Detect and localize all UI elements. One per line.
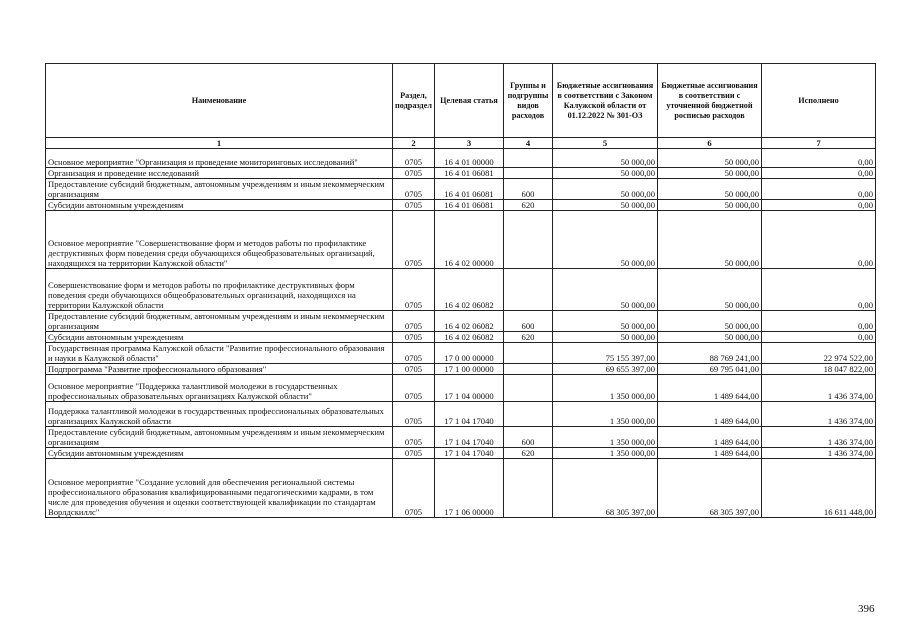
row-name-cell: Поддержка талантливой молодежи в государственных профессиональных образовательных организациях Калужской области [46, 402, 393, 427]
row-section-cell: 0705 [393, 168, 435, 179]
row-name-cell: Совершенствование форм и методов работы по профилактике деструктивных форм поведения среди обучающихся общеобразовательных организаций, находящихся на территории Калужской области [46, 269, 393, 311]
row-section-cell: 0705 [393, 448, 435, 459]
table-row [46, 311, 876, 332]
row-executed-cell: 0,00 [762, 179, 876, 200]
table-row [46, 448, 876, 459]
row-law-cell: 1 350 000,00 [553, 448, 658, 459]
table-row [46, 211, 876, 269]
row-target-cell: 16 4 01 06081 [435, 168, 504, 179]
row-name-cell: Основное мероприятие "Создание условий для обеспечения региональной системы профессионального образования квалифицированными педагогическими кадрами, в том числе для проведения обучения и оценки соответствующей квалификации по стандартам Ворлдскиллс" [46, 459, 393, 518]
row-revised-cell: 1 489 644,00 [658, 402, 762, 427]
row-law-cell: 50 000,00 [553, 149, 658, 168]
row-group-cell [504, 211, 553, 269]
row-group-cell [504, 149, 553, 168]
row-name-cell: Организация и проведение исследований [46, 168, 393, 179]
header-row [46, 64, 876, 138]
column-number: 4 [504, 138, 553, 149]
budget-table [45, 63, 876, 518]
page-number: 396 [858, 603, 875, 615]
row-name-cell: Государственная программа Калужской области "Развитие профессионального образования и науки в Калужской области" [46, 343, 393, 364]
row-revised-cell: 1 489 644,00 [658, 375, 762, 402]
row-section-cell: 0705 [393, 332, 435, 343]
header-target: Целевая статья [435, 64, 504, 138]
row-section-cell: 0705 [393, 402, 435, 427]
column-number: 5 [553, 138, 658, 149]
table-row [46, 200, 876, 211]
row-name-cell: Субсидии автономным учреждениям [46, 448, 393, 459]
row-law-cell: 69 655 397,00 [553, 364, 658, 375]
row-executed-cell: 0,00 [762, 168, 876, 179]
row-executed-cell: 22 974 522,00 [762, 343, 876, 364]
header-law: Бюджетные ассигнования в соответствии с Законом Калужской области от 01.12.2022 № 301-ОЗ [553, 64, 658, 138]
row-group-cell: 600 [504, 179, 553, 200]
row-executed-cell: 1 436 374,00 [762, 427, 876, 448]
table-row [46, 402, 876, 427]
table-row [46, 168, 876, 179]
row-executed-cell: 0,00 [762, 269, 876, 311]
row-target-cell: 16 4 02 00000 [435, 211, 504, 269]
row-revised-cell: 50 000,00 [658, 200, 762, 211]
row-target-cell: 16 4 01 00000 [435, 149, 504, 168]
row-group-cell: 600 [504, 311, 553, 332]
row-executed-cell: 18 047 822,00 [762, 364, 876, 375]
row-executed-cell: 1 436 374,00 [762, 448, 876, 459]
row-group-cell [504, 402, 553, 427]
header-executed: Исполнено [762, 64, 876, 138]
header-section: Раздел, подраздел [393, 64, 435, 138]
row-target-cell: 16 4 02 06082 [435, 269, 504, 311]
row-law-cell: 68 305 397,00 [553, 459, 658, 518]
column-number-row [46, 138, 876, 149]
table-row [46, 179, 876, 200]
row-revised-cell: 50 000,00 [658, 332, 762, 343]
row-group-cell [504, 375, 553, 402]
table-row [46, 364, 876, 375]
row-executed-cell: 16 611 448,00 [762, 459, 876, 518]
row-group-cell [504, 459, 553, 518]
row-executed-cell: 0,00 [762, 311, 876, 332]
header-groups: Группы и подгруппы видов расходов [504, 64, 553, 138]
row-executed-cell: 0,00 [762, 149, 876, 168]
row-name-cell: Основное мероприятие "Поддержка талантливой молодежи в государственных профессиональных образовательных организациях Калужской области" [46, 375, 393, 402]
table-row [46, 332, 876, 343]
row-revised-cell: 50 000,00 [658, 211, 762, 269]
row-law-cell: 1 350 000,00 [553, 375, 658, 402]
row-executed-cell: 0,00 [762, 332, 876, 343]
row-law-cell: 50 000,00 [553, 311, 658, 332]
row-law-cell: 50 000,00 [553, 179, 658, 200]
row-group-cell: 620 [504, 332, 553, 343]
row-law-cell: 50 000,00 [553, 168, 658, 179]
row-group-cell [504, 364, 553, 375]
row-target-cell: 17 1 04 17040 [435, 427, 504, 448]
row-revised-cell: 88 769 241,00 [658, 343, 762, 364]
row-name-cell: Основное мероприятие "Совершенствование форм и методов работы по профилактике деструктивных форм поведения среди обучающихся общеобразовательных организаций, находящихся на территории Калужской области" [46, 211, 393, 269]
row-executed-cell: 0,00 [762, 211, 876, 269]
row-section-cell: 0705 [393, 427, 435, 448]
row-group-cell: 620 [504, 448, 553, 459]
row-revised-cell: 68 305 397,00 [658, 459, 762, 518]
row-revised-cell: 50 000,00 [658, 311, 762, 332]
row-section-cell: 0705 [393, 459, 435, 518]
header-name: Наименование [46, 64, 393, 138]
column-number: 7 [762, 138, 876, 149]
table-row [46, 269, 876, 311]
row-group-cell [504, 168, 553, 179]
row-section-cell: 0705 [393, 343, 435, 364]
row-target-cell: 17 1 04 17040 [435, 402, 504, 427]
row-executed-cell: 1 436 374,00 [762, 375, 876, 402]
row-law-cell: 75 155 397,00 [553, 343, 658, 364]
table-body [46, 149, 876, 518]
table-row [46, 427, 876, 448]
row-law-cell: 50 000,00 [553, 332, 658, 343]
row-law-cell: 1 350 000,00 [553, 427, 658, 448]
row-target-cell: 16 4 01 06081 [435, 200, 504, 211]
row-target-cell: 17 1 06 00000 [435, 459, 504, 518]
row-target-cell: 17 1 04 00000 [435, 375, 504, 402]
column-number: 1 [46, 138, 393, 149]
budget-table-sheet [45, 63, 875, 518]
row-target-cell: 17 0 00 00000 [435, 343, 504, 364]
row-revised-cell: 50 000,00 [658, 269, 762, 311]
row-name-cell: Субсидии автономным учреждениям [46, 332, 393, 343]
row-section-cell: 0705 [393, 364, 435, 375]
row-target-cell: 17 1 04 17040 [435, 448, 504, 459]
column-number: 2 [393, 138, 435, 149]
row-law-cell: 50 000,00 [553, 211, 658, 269]
row-revised-cell: 50 000,00 [658, 149, 762, 168]
row-name-cell: Подпрограмма "Развитие профессионального образования" [46, 364, 393, 375]
row-name-cell: Основное мероприятие "Организация и проведение мониторинговых исследований" [46, 149, 393, 168]
row-target-cell: 16 4 01 06081 [435, 179, 504, 200]
row-executed-cell: 0,00 [762, 200, 876, 211]
row-target-cell: 16 4 02 06082 [435, 332, 504, 343]
row-revised-cell: 1 489 644,00 [658, 427, 762, 448]
row-section-cell: 0705 [393, 179, 435, 200]
table-row [46, 149, 876, 168]
row-group-cell: 600 [504, 427, 553, 448]
row-revised-cell: 69 795 041,00 [658, 364, 762, 375]
row-revised-cell: 1 489 644,00 [658, 448, 762, 459]
row-section-cell: 0705 [393, 375, 435, 402]
row-group-cell [504, 269, 553, 311]
row-section-cell: 0705 [393, 200, 435, 211]
row-group-cell [504, 343, 553, 364]
row-section-cell: 0705 [393, 269, 435, 311]
row-section-cell: 0705 [393, 211, 435, 269]
row-law-cell: 50 000,00 [553, 200, 658, 211]
row-section-cell: 0705 [393, 149, 435, 168]
table-row [46, 343, 876, 364]
column-number: 3 [435, 138, 504, 149]
row-name-cell: Предоставление субсидий бюджетным, автономным учреждениям и иным некоммерческим организациям [46, 179, 393, 200]
row-group-cell: 620 [504, 200, 553, 211]
table-row [46, 459, 876, 518]
row-revised-cell: 50 000,00 [658, 168, 762, 179]
column-number: 6 [658, 138, 762, 149]
row-section-cell: 0705 [393, 311, 435, 332]
header-revised: Бюджетные ассигнования в соответствии с уточненной бюджетной росписью расходов [658, 64, 762, 138]
row-target-cell: 16 4 02 06082 [435, 311, 504, 332]
row-target-cell: 17 1 00 00000 [435, 364, 504, 375]
row-name-cell: Субсидии автономным учреждениям [46, 200, 393, 211]
row-revised-cell: 50 000,00 [658, 179, 762, 200]
row-law-cell: 1 350 000,00 [553, 402, 658, 427]
row-law-cell: 50 000,00 [553, 269, 658, 311]
row-executed-cell: 1 436 374,00 [762, 402, 876, 427]
row-name-cell: Предоставление субсидий бюджетным, автономным учреждениям и иным некоммерческим организациям [46, 311, 393, 332]
row-name-cell: Предоставление субсидий бюджетным, автономным учреждениям и иным некоммерческим организациям [46, 427, 393, 448]
table-row [46, 375, 876, 402]
